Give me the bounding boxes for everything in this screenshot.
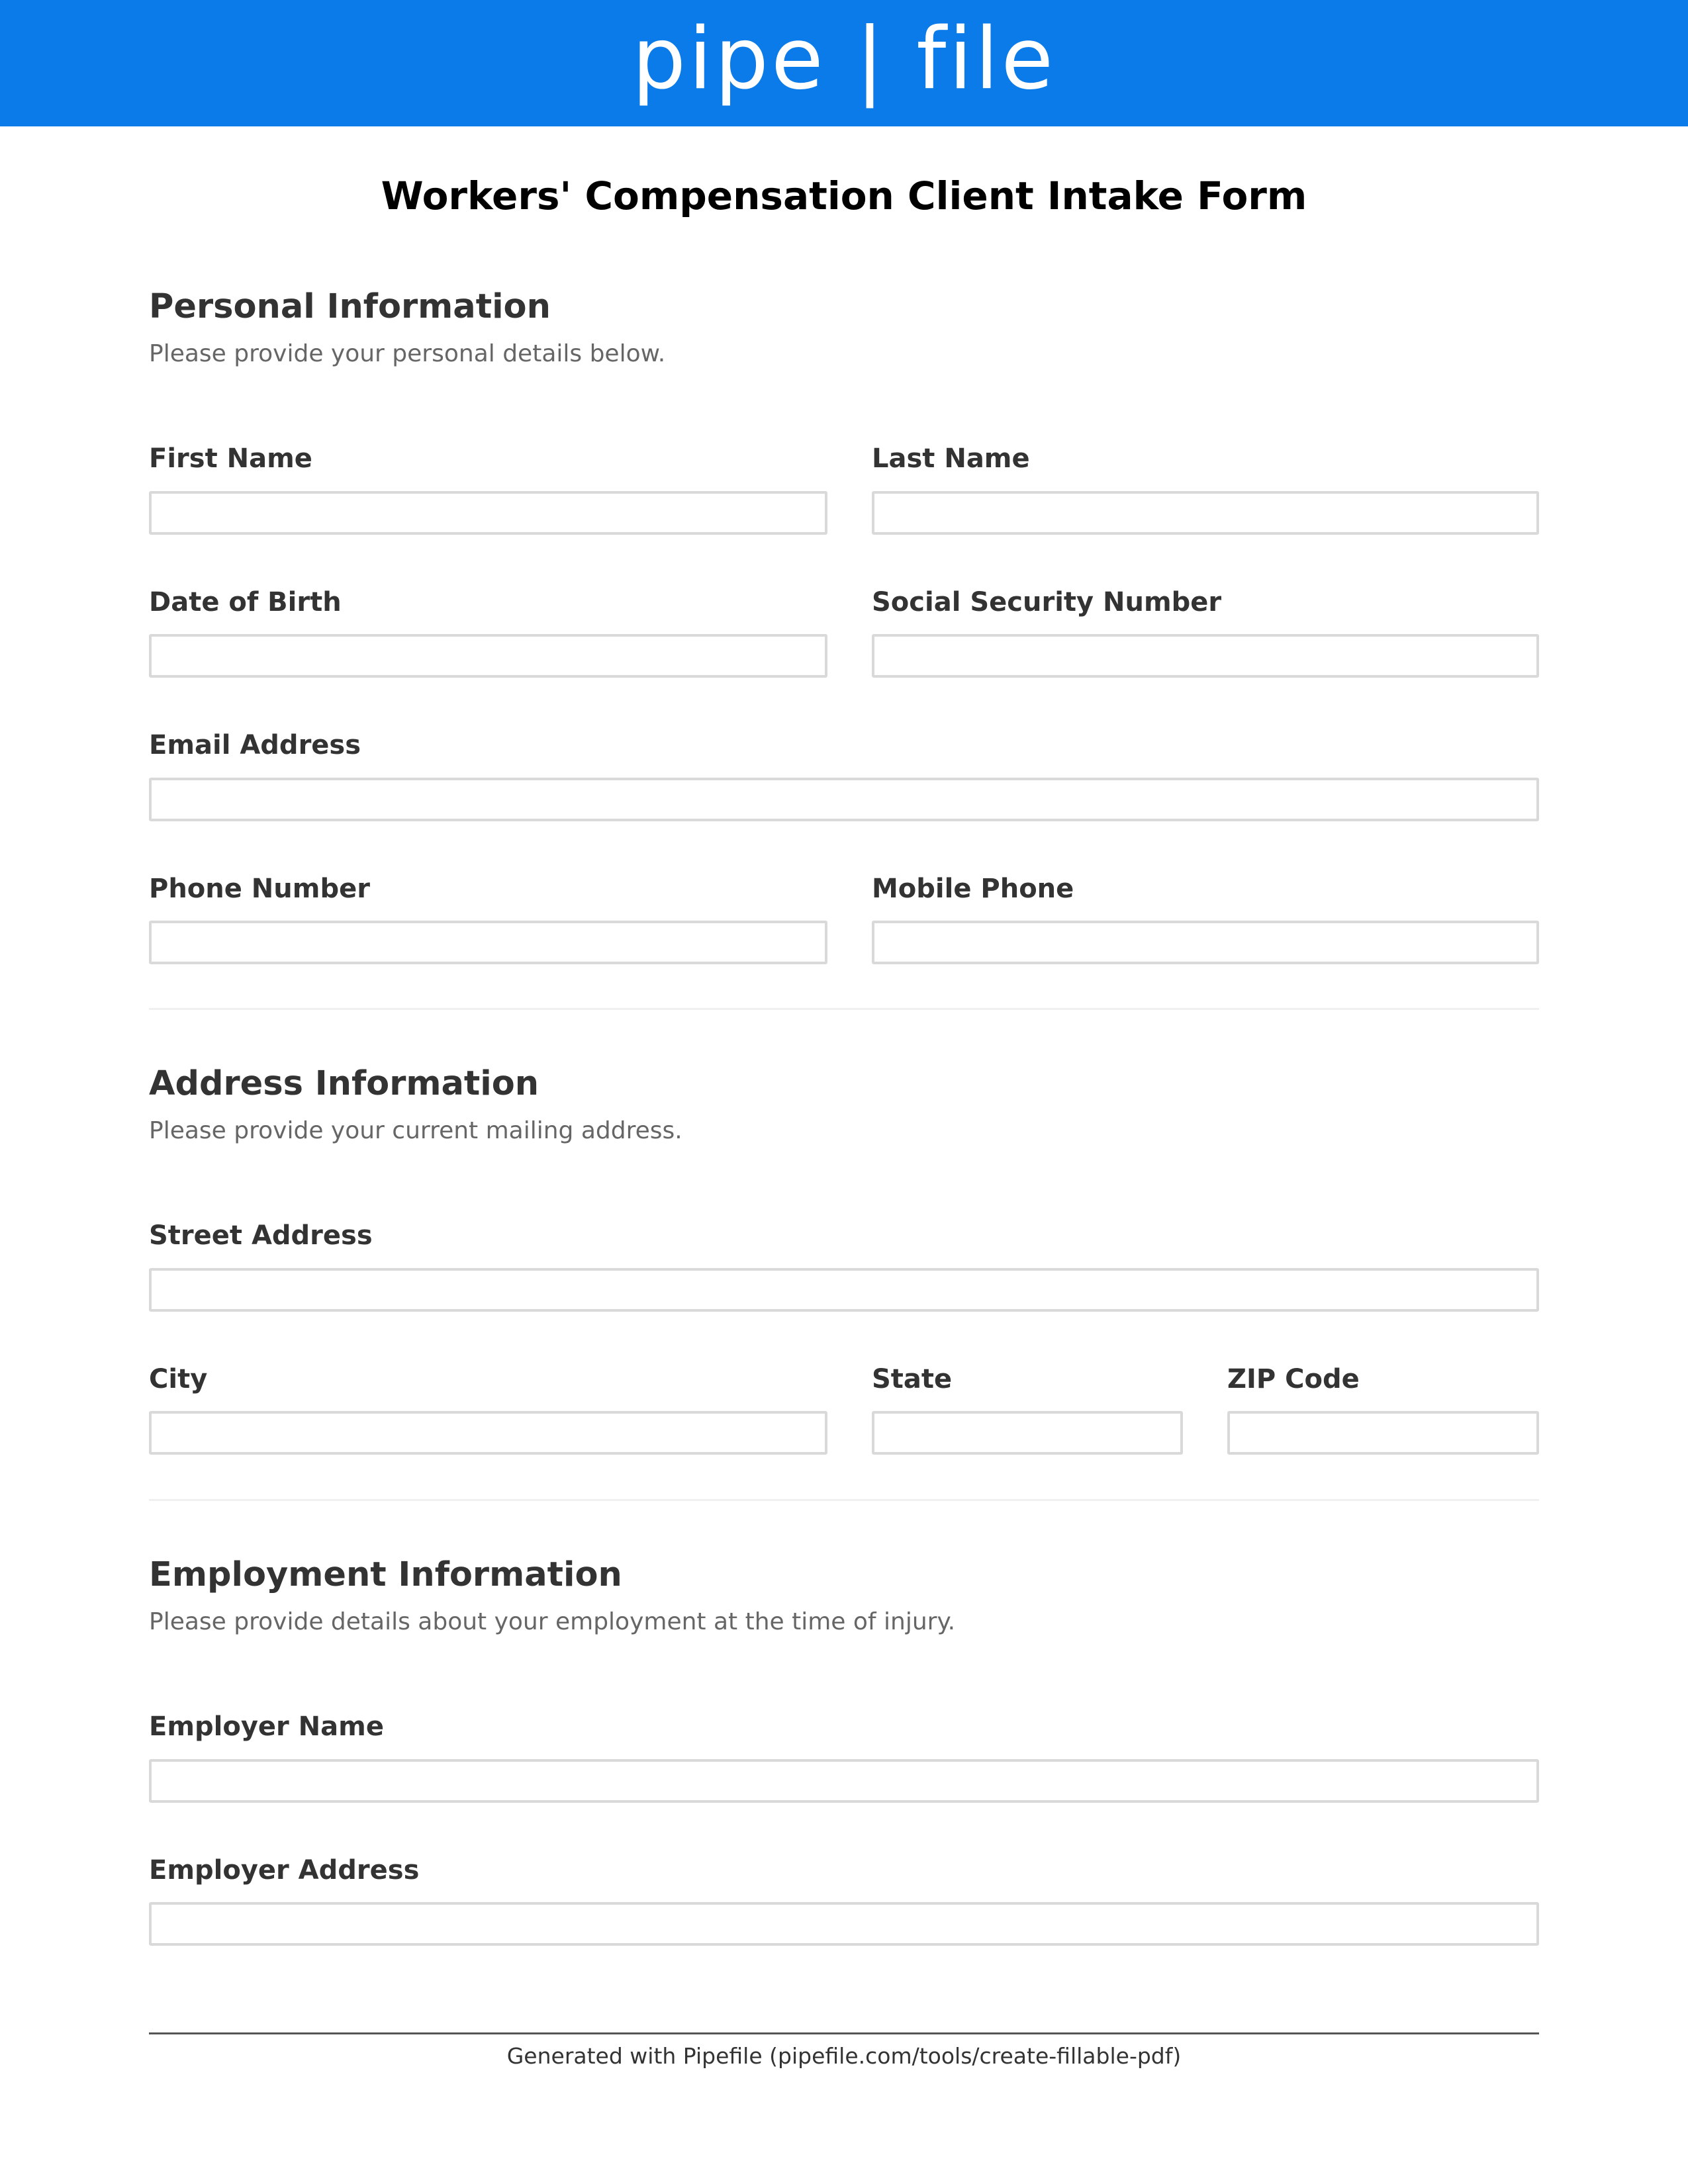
employer-address-label: Employer Address <box>149 1855 420 1886</box>
ssn-field[interactable] <box>872 634 1539 678</box>
section-divider <box>149 1499 1539 1501</box>
street-address-field[interactable] <box>149 1268 1539 1312</box>
street-address-label: Street Address <box>149 1220 373 1251</box>
first-name-label: First Name <box>149 443 312 474</box>
mobile-phone-field[interactable] <box>872 921 1539 964</box>
section-description-address: Please provide your current mailing address. <box>149 1117 682 1144</box>
first-name-field[interactable] <box>149 491 827 535</box>
form-title: Workers' Compensation Client Intake Form <box>381 173 1307 218</box>
section-description-employment: Please provide details about your employment at the time of injury. <box>149 1608 956 1635</box>
state-label: State <box>872 1364 953 1394</box>
header-banner <box>0 0 1688 126</box>
brand-logo: pipe | file <box>632 9 1056 109</box>
employer-name-field[interactable] <box>149 1759 1539 1803</box>
section-title-employment: Employment Information <box>149 1555 622 1594</box>
employer-name-label: Employer Name <box>149 1711 384 1742</box>
footer-credit: Generated with Pipefile (pipefile.com/tools/create-fillable-pdf) <box>506 2043 1182 2069</box>
last-name-field[interactable] <box>872 491 1539 535</box>
date-of-birth-label: Date of Birth <box>149 587 342 617</box>
zip-code-label: ZIP Code <box>1227 1364 1360 1394</box>
section-description-personal: Please provide your personal details below. <box>149 340 666 367</box>
section-title-personal: Personal Information <box>149 287 551 326</box>
mobile-phone-label: Mobile Phone <box>872 874 1074 904</box>
section-title-address: Address Information <box>149 1064 539 1103</box>
section-divider <box>149 1008 1539 1010</box>
state-field[interactable] <box>872 1411 1183 1455</box>
city-field[interactable] <box>149 1411 827 1455</box>
phone-number-label: Phone Number <box>149 874 370 904</box>
email-label: Email Address <box>149 730 361 760</box>
last-name-label: Last Name <box>872 443 1030 474</box>
city-label: City <box>149 1364 208 1394</box>
ssn-label: Social Security Number <box>872 587 1222 617</box>
date-of-birth-field[interactable] <box>149 634 827 678</box>
email-field[interactable] <box>149 778 1539 821</box>
employer-address-field[interactable] <box>149 1902 1539 1946</box>
zip-code-field[interactable] <box>1227 1411 1539 1455</box>
footer-rule <box>149 2032 1539 2034</box>
phone-number-field[interactable] <box>149 921 827 964</box>
